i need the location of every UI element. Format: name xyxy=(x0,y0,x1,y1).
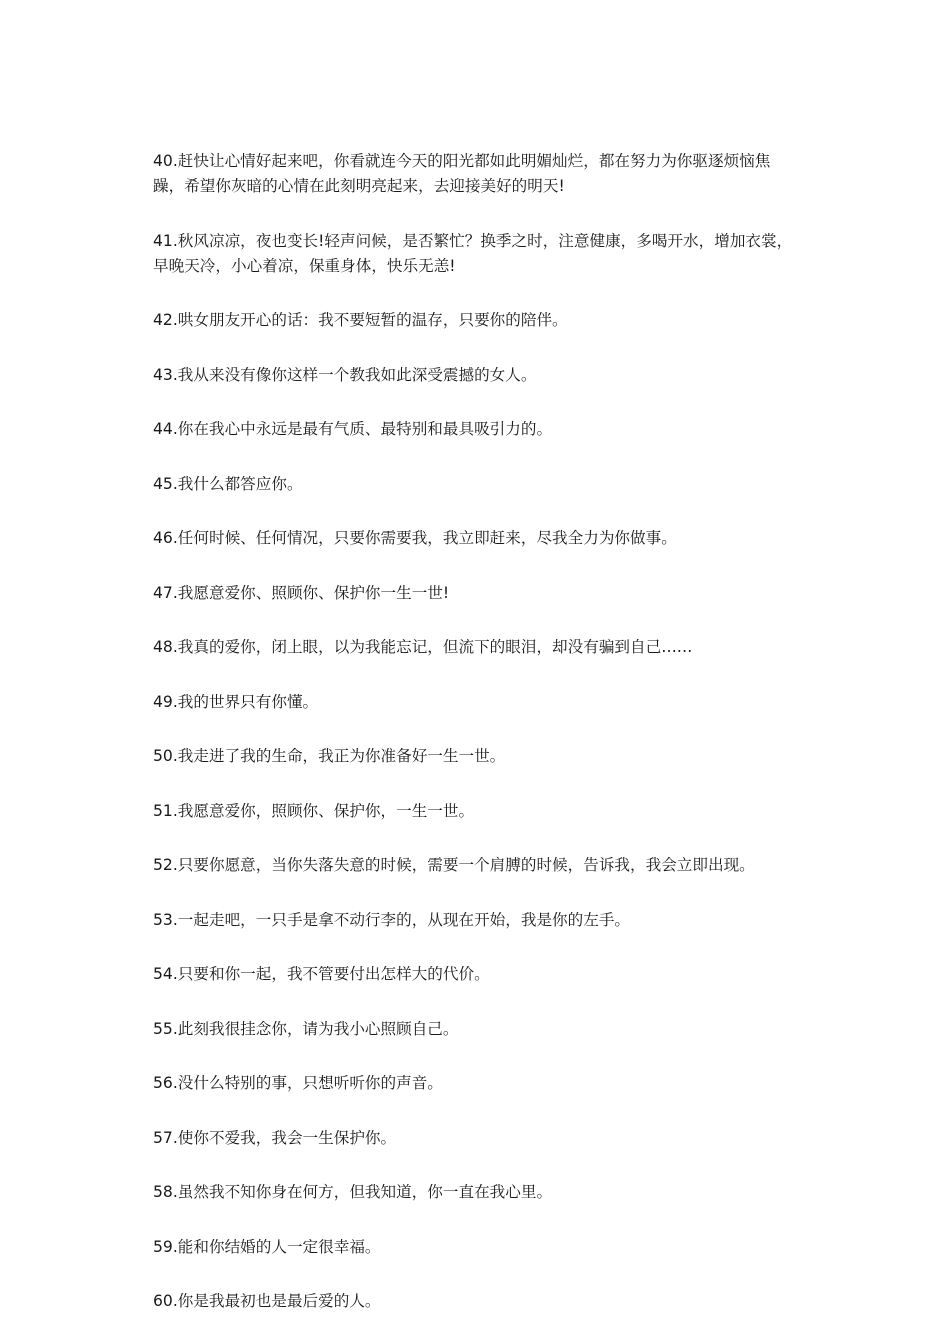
document-body xyxy=(153,149,793,1344)
paragraph-48: 48.我真的爱你，闭上眼，以为我能忘记，但流下的眼泪，却没有骗到自己…… xyxy=(153,638,693,656)
paragraph-44: 44.你在我心中永远是最有气质、最特别和最具吸引力的。 xyxy=(153,420,553,438)
paragraph-52: 52.只要你愿意，当你失落失意的时候，需要一个肩膊的时候，告诉我，我会立即出现。 xyxy=(153,856,755,874)
paragraph-47: 47.我愿意爱你、照顾你、保护你一生一世! xyxy=(153,583,450,602)
paragraph-53: 53.一起走吧，一只手是拿不动行李的，从现在开始，我是你的左手。 xyxy=(153,910,631,929)
paragraph-55: 55.此刻我很挂念你，请为我小心照顾自己。 xyxy=(153,1019,459,1038)
paragraph-41: 41.秋风凉凉，夜也变长!轻声问候，是否繁忙？换季之时，注意健康，多喝开水，增加衣裳，早晚天冷，小心着凉，保重身体，快乐无恙! xyxy=(153,231,793,275)
paragraph-54: 54.只要和你一起，我不管要付出怎样大的代价。 xyxy=(153,965,490,983)
paragraph-50: 50.我走进了我的生命，我正为你准备好一生一世。 xyxy=(153,747,506,765)
paragraph-57: 57.使你不爱我，我会一生保护你。 xyxy=(153,1128,397,1147)
paragraph-45: 45.我什么都答应你。 xyxy=(153,474,303,493)
paragraph-59: 59.能和你结婚的人一定很幸福。 xyxy=(153,1237,381,1256)
paragraph-43: 43.我从来没有像你这样一个教我如此深受震撼的女人。 xyxy=(153,365,537,384)
paragraph-40: 40.赶快让心情好起来吧，你看就连今天的阳光都如此明媚灿烂，都在努力为你驱逐烦恼焦躁，希望你灰暗的心情在此刻明亮起来，去迎接美好的明天! xyxy=(153,152,771,195)
paragraph-56: 56.没什么特别的事，只想听听你的声音。 xyxy=(153,1074,443,1092)
paragraph-60: 60.你是我最初也是最后爱的人。 xyxy=(153,1292,381,1310)
paragraph-49: 49.我的世界只有你懂。 xyxy=(153,692,319,711)
paragraph-51: 51.我愿意爱你，照顾你、保护你，一生一世。 xyxy=(153,801,475,820)
paragraph-42: 42.哄女朋友开心的话：我不要短暂的温存，只要你的陪伴。 xyxy=(153,311,568,329)
paragraph-58: 58.虽然我不知你身在何方，但我知道，你一直在我心里。 xyxy=(153,1183,553,1201)
paragraph-46: 46.任何时候、任何情况，只要你需要我，我立即赶来，尽我全力为你做事。 xyxy=(153,529,677,547)
